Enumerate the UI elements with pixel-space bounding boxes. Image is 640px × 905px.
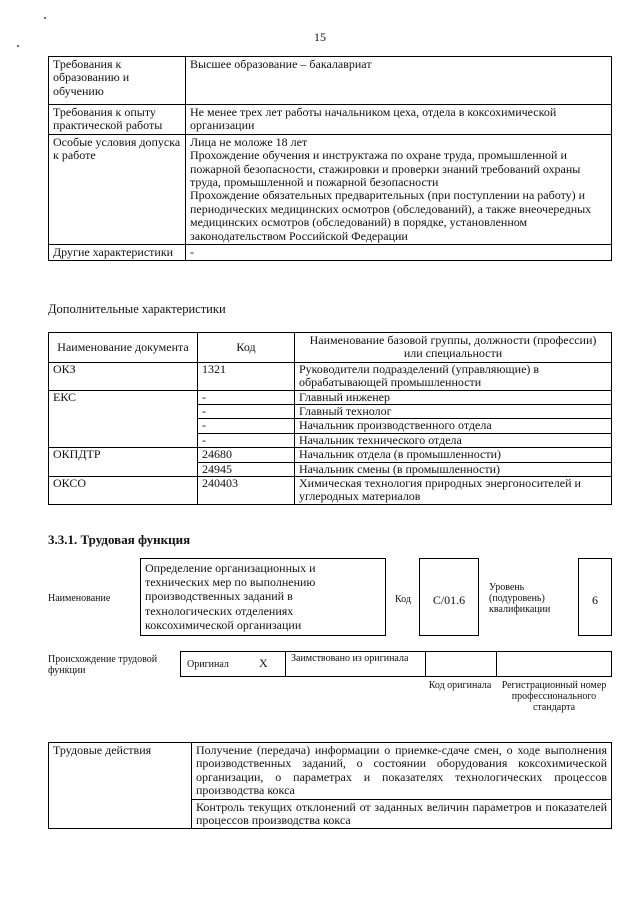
code-cell: - <box>198 419 295 433</box>
name-label: Наименование <box>48 593 111 604</box>
original-mark: X <box>259 656 268 670</box>
table-row <box>49 362 612 390</box>
doc-cell: ЕКС <box>49 390 198 448</box>
table-row <box>49 245 612 261</box>
level-box <box>578 558 612 636</box>
code-cell: 24680 <box>198 448 295 462</box>
table-row <box>49 477 612 505</box>
condition-line: Прохождение обязательных предварительных (при поступлении на работу) и периодических медицинских осмотров (обследований), а также внеочередных медицинских осмотров (обследований) в порядке, установленном законодательством Российской Федерации <box>190 188 592 243</box>
reg-number-label: Регистрационный номер профессионального стандарта <box>501 680 607 713</box>
code-cell: - <box>198 433 295 447</box>
table-row <box>49 448 612 462</box>
original-cell <box>181 652 286 676</box>
table-row <box>49 134 612 244</box>
name-cell: Химическая технология природных энергоносителей и углеродных материалов <box>295 477 612 505</box>
doc-cell: ОКЗ <box>49 362 198 390</box>
function-name: Определение организационных и технических мер по выполнению производственных заданий в технологических отделениях коксохимической организации <box>145 561 316 632</box>
requirements-table <box>48 56 612 261</box>
doc-cell: ОКСО <box>49 477 198 505</box>
level-value: 6 <box>592 593 598 607</box>
action-item: Получение (передача) информации о приемке-сдаче смен, о ходе выполнения производственных заданий, о состоянии оборудования коксохимической организации, о параметрах и показателях технологических процессов производства кокса <box>192 743 612 800</box>
action-item: Контроль текущих отклонений от заданных величин параметров и показателей процессов производства кокса <box>192 799 612 829</box>
code-cell: 240403 <box>198 477 295 505</box>
borrowed-label: Заимствовано из оригинала <box>291 653 409 664</box>
actions-label: Трудовые действия <box>49 743 192 829</box>
name-cell: Главный инженер <box>295 390 612 404</box>
row-value: Высшее образование – бакалавриат <box>186 57 612 105</box>
row-label: Требования к образованию и обучению <box>49 57 186 105</box>
name-cell: Руководители подразделений (управляющие) в обрабатывающей промышленности <box>295 362 612 390</box>
name-cell: Начальник отдела (в промышленности) <box>295 448 612 462</box>
code-cell: - <box>198 405 295 419</box>
code-cell: - <box>198 390 295 404</box>
scan-speck <box>17 45 19 47</box>
original-label: Оригинал <box>187 659 229 670</box>
code-label: Код <box>395 594 411 605</box>
code-cell: 1321 <box>198 362 295 390</box>
code-original-label: Код оригинала <box>428 680 492 691</box>
table-row <box>49 57 612 105</box>
table-row <box>49 105 612 135</box>
origin-label: Происхождение трудовой функции <box>48 654 158 676</box>
code-value: C/01.6 <box>432 593 466 607</box>
function-title: 3.3.1. Трудовая функция <box>48 532 191 547</box>
row-label: Требования к опыту практической работы <box>49 105 186 135</box>
original-code-cell <box>425 652 497 676</box>
column-header: Наименование документа <box>49 333 198 363</box>
row-value <box>186 134 612 244</box>
table-row <box>49 743 612 800</box>
row-value: - <box>186 245 612 261</box>
level-label: Уровень (подуровень) квалификации <box>489 582 551 615</box>
name-cell: Главный технолог <box>295 405 612 419</box>
code-cell: 24945 <box>198 462 295 476</box>
actions-table <box>48 742 612 829</box>
section-heading: Дополнительные характеристики <box>48 302 226 316</box>
row-value: Не менее трех лет работы начальником цеха, отдела в коксохимической организации <box>186 105 612 135</box>
row-label: Другие характеристики <box>49 245 186 261</box>
name-cell: Начальник производственного отдела <box>295 419 612 433</box>
name-cell: Начальник технического отдела <box>295 433 612 447</box>
additional-table <box>48 332 612 505</box>
column-header: Код <box>198 333 295 363</box>
condition-line: Лица не моложе 18 лет <box>190 134 308 149</box>
condition-line: Прохождение обучения и инструктажа по охране труда, промышленной и пожарной безопасности, стажировки и проверки знаний требований охраны труда, промышленной и пожарной безопасности <box>190 148 581 190</box>
name-cell: Начальник смены (в промышленности) <box>295 462 612 476</box>
function-name-box <box>140 558 386 636</box>
doc-cell: ОКПДТР <box>49 448 198 477</box>
table-row <box>49 390 612 404</box>
scan-speck <box>44 17 46 19</box>
origin-boxes <box>180 651 612 677</box>
row-label: Особые условия допуска к работе <box>49 134 186 244</box>
page-number: 15 <box>314 30 326 44</box>
column-header: Наименование базовой группы, должности (профессии) или специальности <box>295 333 612 363</box>
header-row <box>49 333 612 363</box>
code-box <box>419 558 479 636</box>
